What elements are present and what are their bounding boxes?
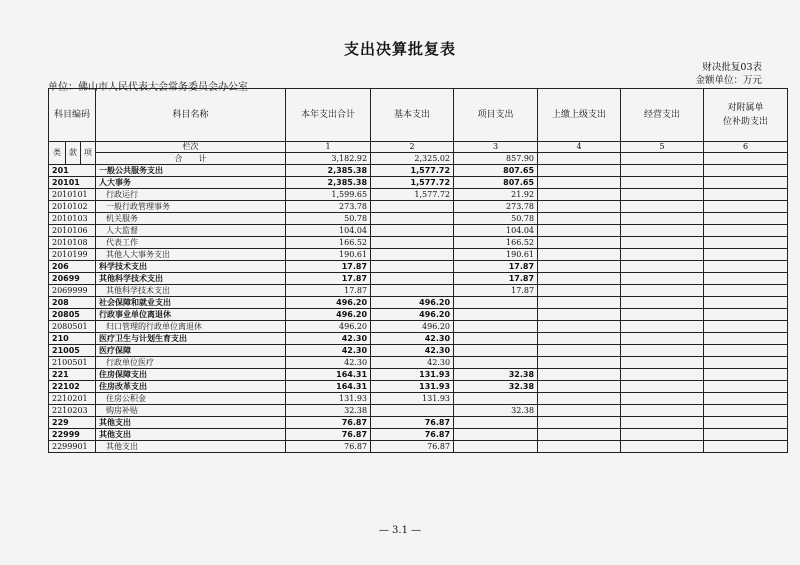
row-code: 21005	[49, 345, 96, 357]
row-subsidy	[704, 165, 788, 177]
row-total: 104.04	[286, 225, 371, 237]
row-subsidy	[704, 201, 788, 213]
row-basic: 496.20	[371, 321, 454, 333]
row-project: 17.87	[454, 273, 538, 285]
row-project: 807.65	[454, 165, 538, 177]
row-basic	[371, 225, 454, 237]
total-row	[49, 153, 788, 165]
row-subsidy	[704, 261, 788, 273]
row-total: 496.20	[286, 309, 371, 321]
table-row	[49, 393, 788, 405]
row-total: 2,385.38	[286, 177, 371, 189]
row-upper	[538, 225, 621, 237]
row-upper	[538, 213, 621, 225]
amount-unit: 金额单位：万元	[695, 75, 762, 86]
row-operation	[621, 333, 704, 345]
row-total: 17.87	[286, 261, 371, 273]
row-subsidy	[704, 381, 788, 393]
row-name: 行政运行	[96, 189, 286, 201]
row-upper	[538, 189, 621, 201]
col-number: 1	[286, 142, 371, 153]
table-row	[49, 189, 788, 201]
row-upper	[538, 177, 621, 189]
row-name: 机关服务	[96, 213, 286, 225]
table-row	[49, 321, 788, 333]
row-subsidy	[704, 237, 788, 249]
header-subsidy-line1: 对附属单	[727, 103, 764, 113]
row-operation	[621, 273, 704, 285]
table-row	[49, 165, 788, 177]
row-operation	[621, 249, 704, 261]
row-total: 42.30	[286, 333, 371, 345]
row-operation	[621, 345, 704, 357]
table-row	[49, 297, 788, 309]
row-basic	[371, 213, 454, 225]
header-subsidy-line2: 位补助支出	[723, 117, 769, 127]
row-basic: 76.87	[371, 441, 454, 453]
row-subsidy	[704, 369, 788, 381]
row-project: 104.04	[454, 225, 538, 237]
row-operation	[621, 261, 704, 273]
project-amount: 857.90	[454, 153, 538, 165]
row-upper	[538, 165, 621, 177]
expenditure-table	[48, 88, 788, 453]
row-upper	[538, 393, 621, 405]
row-basic	[371, 237, 454, 249]
row-name: 医疗保障	[96, 345, 286, 357]
table-row	[49, 417, 788, 429]
row-project	[454, 345, 538, 357]
row-subsidy	[704, 417, 788, 429]
row-project	[454, 321, 538, 333]
row-upper	[538, 201, 621, 213]
row-subsidy	[704, 285, 788, 297]
row-basic: 496.20	[371, 309, 454, 321]
row-project: 17.87	[454, 285, 538, 297]
row-basic	[371, 261, 454, 273]
row-operation	[621, 165, 704, 177]
header-lei: 类	[49, 142, 66, 165]
row-upper	[538, 273, 621, 285]
row-basic	[371, 405, 454, 417]
row-upper	[538, 369, 621, 381]
table-row	[49, 201, 788, 213]
row-code: 2010101	[49, 189, 96, 201]
row-total: 496.20	[286, 321, 371, 333]
row-code: 22999	[49, 429, 96, 441]
row-subsidy	[704, 393, 788, 405]
row-project	[454, 417, 538, 429]
table-row	[49, 225, 788, 237]
row-code: 2210201	[49, 393, 96, 405]
row-basic	[371, 285, 454, 297]
row-operation	[621, 393, 704, 405]
row-basic: 42.30	[371, 357, 454, 369]
header-operation: 经营支出	[621, 89, 704, 142]
row-project: 32.38	[454, 381, 538, 393]
table-row	[49, 177, 788, 189]
page-number: — 3.1 —	[378, 525, 422, 536]
table-row	[49, 441, 788, 453]
row-project	[454, 441, 538, 453]
header-kuan: 款	[66, 142, 81, 165]
row-basic: 496.20	[371, 297, 454, 309]
header-row	[49, 89, 788, 142]
row-project: 50.78	[454, 213, 538, 225]
row-total: 76.87	[286, 417, 371, 429]
row-total: 42.30	[286, 345, 371, 357]
row-upper	[538, 357, 621, 369]
header-xiang: 项	[81, 142, 96, 165]
row-code: 2069999	[49, 285, 96, 297]
row-subsidy	[704, 273, 788, 285]
row-project	[454, 309, 538, 321]
basic-amount: 2,325.02	[371, 153, 454, 165]
row-subsidy	[704, 405, 788, 417]
row-basic	[371, 273, 454, 285]
row-basic: 131.93	[371, 393, 454, 405]
row-name: 人大事务	[96, 177, 286, 189]
row-code: 20699	[49, 273, 96, 285]
row-name: 一般行政管理事务	[96, 201, 286, 213]
row-subsidy	[704, 321, 788, 333]
row-operation	[621, 417, 704, 429]
row-project: 807.65	[454, 177, 538, 189]
row-project	[454, 357, 538, 369]
table-row	[49, 213, 788, 225]
row-name: 行政事业单位离退休	[96, 309, 286, 321]
row-operation	[621, 429, 704, 441]
row-project: 17.87	[454, 261, 538, 273]
row-code: 2010106	[49, 225, 96, 237]
row-operation	[621, 177, 704, 189]
row-name: 行政单位医疗	[96, 357, 286, 369]
row-project: 190.61	[454, 249, 538, 261]
table-row	[49, 345, 788, 357]
row-upper	[538, 441, 621, 453]
row-project	[454, 333, 538, 345]
row-name: 购房补贴	[96, 405, 286, 417]
table-row	[49, 249, 788, 261]
row-operation	[621, 225, 704, 237]
header-project: 项目支出	[454, 89, 538, 142]
row-upper	[538, 297, 621, 309]
row-operation	[621, 381, 704, 393]
column-number-row	[49, 142, 788, 153]
row-basic: 42.30	[371, 345, 454, 357]
row-project: 166.52	[454, 237, 538, 249]
row-subsidy	[704, 225, 788, 237]
row-code: 2100501	[49, 357, 96, 369]
row-upper	[538, 417, 621, 429]
row-basic: 42.30	[371, 333, 454, 345]
table-row	[49, 273, 788, 285]
row-code: 2010108	[49, 237, 96, 249]
row-code: 2010102	[49, 201, 96, 213]
row-code: 221	[49, 369, 96, 381]
row-project: 21.92	[454, 189, 538, 201]
row-total: 76.87	[286, 441, 371, 453]
row-name: 住房公积金	[96, 393, 286, 405]
row-basic: 1,577.72	[371, 189, 454, 201]
header-code: 科目编码	[49, 89, 96, 142]
header-total: 本年支出合计	[286, 89, 371, 142]
row-operation	[621, 357, 704, 369]
row-upper	[538, 333, 621, 345]
row-subsidy	[704, 213, 788, 225]
header-basic: 基本支出	[371, 89, 454, 142]
row-code: 2010103	[49, 213, 96, 225]
col-number: 4	[538, 142, 621, 153]
row-basic: 76.87	[371, 417, 454, 429]
row-total: 166.52	[286, 237, 371, 249]
row-code: 210	[49, 333, 96, 345]
header-name: 科目名称	[96, 89, 286, 142]
row-basic	[371, 249, 454, 261]
row-code: 20805	[49, 309, 96, 321]
row-basic: 1,577.72	[371, 177, 454, 189]
row-subsidy	[704, 345, 788, 357]
row-upper	[538, 321, 621, 333]
row-project	[454, 429, 538, 441]
row-code: 229	[49, 417, 96, 429]
row-total: 131.93	[286, 393, 371, 405]
unit-label: 单位：佛山市人民代表大会常务委员会办公室	[48, 82, 248, 93]
row-total: 190.61	[286, 249, 371, 261]
row-name: 其他支出	[96, 441, 286, 453]
row-operation	[621, 237, 704, 249]
row-operation	[621, 405, 704, 417]
table-row	[49, 285, 788, 297]
row-subsidy	[704, 441, 788, 453]
row-subsidy	[704, 309, 788, 321]
header-lanci: 栏次	[96, 142, 286, 153]
row-name: 代表工作	[96, 237, 286, 249]
row-operation	[621, 285, 704, 297]
table-row	[49, 369, 788, 381]
header-upper: 上缴上级支出	[538, 89, 621, 142]
row-operation	[621, 441, 704, 453]
row-project: 273.78	[454, 201, 538, 213]
row-project	[454, 297, 538, 309]
row-total: 1,599.65	[286, 189, 371, 201]
table-id: 财决批复03表	[702, 62, 762, 73]
row-operation	[621, 189, 704, 201]
row-upper	[538, 345, 621, 357]
row-name: 医疗卫生与计划生育支出	[96, 333, 286, 345]
row-total: 32.38	[286, 405, 371, 417]
row-subsidy	[704, 333, 788, 345]
row-operation	[621, 321, 704, 333]
row-code: 201	[49, 165, 96, 177]
row-code: 2210203	[49, 405, 96, 417]
row-name: 其他科学技术支出	[96, 285, 286, 297]
row-operation	[621, 201, 704, 213]
row-subsidy	[704, 249, 788, 261]
table-row	[49, 357, 788, 369]
row-subsidy	[704, 177, 788, 189]
row-code: 22102	[49, 381, 96, 393]
col-number: 5	[621, 142, 704, 153]
row-name: 社会保障和就业支出	[96, 297, 286, 309]
table-row	[49, 381, 788, 393]
table-row	[49, 429, 788, 441]
row-name: 其他人大事务支出	[96, 249, 286, 261]
row-project: 32.38	[454, 369, 538, 381]
row-project: 32.38	[454, 405, 538, 417]
row-basic: 76.87	[371, 429, 454, 441]
row-code: 2010199	[49, 249, 96, 261]
col-number: 3	[454, 142, 538, 153]
row-total: 2,385.38	[286, 165, 371, 177]
row-code: 2080501	[49, 321, 96, 333]
row-upper	[538, 429, 621, 441]
row-subsidy	[704, 297, 788, 309]
row-basic: 131.93	[371, 381, 454, 393]
row-name: 科学技术支出	[96, 261, 286, 273]
row-name: 一般公共服务支出	[96, 165, 286, 177]
table-row	[49, 237, 788, 249]
row-total: 17.87	[286, 273, 371, 285]
row-code: 20101	[49, 177, 96, 189]
row-total: 76.87	[286, 429, 371, 441]
table-row	[49, 333, 788, 345]
row-name: 其他支出	[96, 417, 286, 429]
row-total: 164.31	[286, 369, 371, 381]
page-title: 支出决算批复表	[343, 40, 456, 58]
table-row	[49, 309, 788, 321]
row-total: 50.78	[286, 213, 371, 225]
row-upper	[538, 405, 621, 417]
row-upper	[538, 249, 621, 261]
row-name: 归口管理的行政单位离退休	[96, 321, 286, 333]
col-number: 6	[704, 142, 788, 153]
row-basic: 1,577.72	[371, 165, 454, 177]
row-code: 206	[49, 261, 96, 273]
row-upper	[538, 237, 621, 249]
row-operation	[621, 213, 704, 225]
row-project	[454, 393, 538, 405]
table-row	[49, 405, 788, 417]
row-code: 2299901	[49, 441, 96, 453]
col-number: 2	[371, 142, 454, 153]
row-subsidy	[704, 357, 788, 369]
row-name: 其他支出	[96, 429, 286, 441]
row-upper	[538, 285, 621, 297]
row-total: 42.30	[286, 357, 371, 369]
row-name: 住房保障支出	[96, 369, 286, 381]
row-upper	[538, 381, 621, 393]
row-basic: 131.93	[371, 369, 454, 381]
row-total: 17.87	[286, 285, 371, 297]
row-operation	[621, 309, 704, 321]
row-name: 人大监督	[96, 225, 286, 237]
row-operation	[621, 369, 704, 381]
row-code: 208	[49, 297, 96, 309]
row-total: 164.31	[286, 381, 371, 393]
row-operation	[621, 297, 704, 309]
row-upper	[538, 309, 621, 321]
row-subsidy	[704, 429, 788, 441]
row-upper	[538, 261, 621, 273]
row-name: 住房改革支出	[96, 381, 286, 393]
header-subsidy	[704, 89, 788, 142]
row-name: 其他科学技术支出	[96, 273, 286, 285]
total-label: 合 计	[96, 153, 286, 165]
row-total: 273.78	[286, 201, 371, 213]
row-total: 496.20	[286, 297, 371, 309]
table-row	[49, 261, 788, 273]
row-subsidy	[704, 189, 788, 201]
row-basic	[371, 201, 454, 213]
total-amount: 3,182.92	[286, 153, 371, 165]
